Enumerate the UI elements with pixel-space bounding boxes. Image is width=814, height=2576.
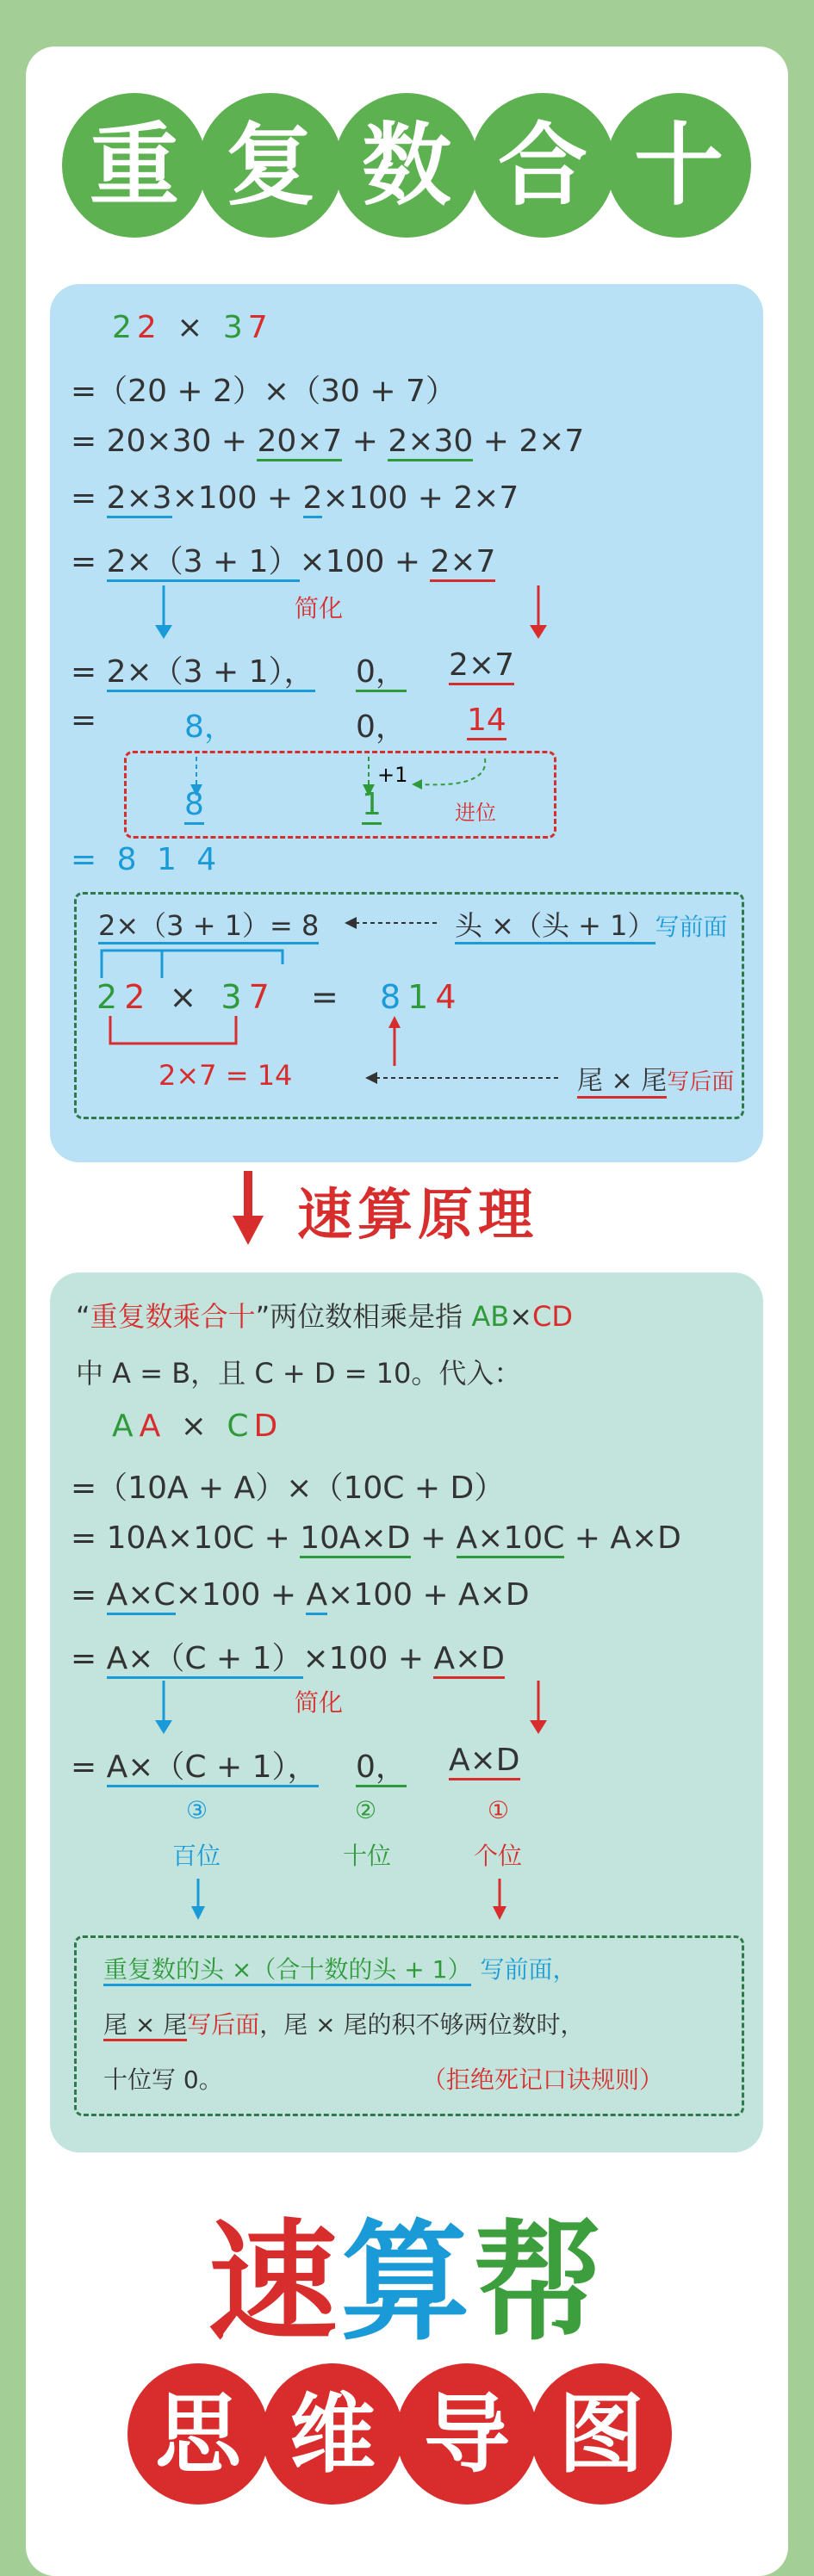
down-arrow-icon — [231, 1171, 265, 1248]
title-row — [62, 93, 751, 257]
box-equation: 2×（3 + 1）= 8 — [98, 904, 319, 944]
rule-line-1: 重复数的头 ×（合十数的头 + 1） 写前面， — [103, 1951, 576, 1985]
mindmap-title-row — [127, 2363, 730, 2518]
example-line-5: = 2×（3 + 1）×100 + 2×7 — [71, 537, 495, 581]
rule-line-3: 十位写 0。 — [103, 2065, 223, 2094]
example-tail: 2×7 — [449, 647, 514, 683]
principle-line-5: = A×（C + 1）×100 + A×D — [71, 1634, 505, 1678]
carry-label: 进位 — [455, 801, 496, 825]
hundreds-number: ③ — [186, 1796, 208, 1824]
title-char: 十 — [606, 93, 751, 238]
tens-label: 十位 — [343, 1842, 392, 1870]
rule-tail: 尾 × 尾写后面 — [577, 1059, 734, 1097]
brand-title: 速算帮 — [208, 2207, 606, 2358]
title-char: 合 — [470, 93, 615, 238]
place-arrows — [188, 1875, 532, 1927]
example-zero: 0， — [356, 647, 407, 691]
example-line-1: 22 × 37 — [112, 310, 273, 345]
example-result: = 8 1 4 — [71, 842, 222, 877]
principle-line-2: =（10A + A）×（10C + D） — [71, 1471, 506, 1506]
arrow-left-1 — [343, 913, 446, 938]
principle-zero: 0， — [356, 1743, 407, 1786]
simplify-label: 简化 — [295, 594, 344, 622]
mindmap-char: 图 — [531, 2363, 672, 2505]
example-line-6: = 2×（3 + 1）， — [71, 647, 315, 691]
title-char: 复 — [198, 93, 343, 238]
principle-simplify-label: 简化 — [295, 1688, 344, 1717]
example-digit-8: 8， — [184, 709, 235, 745]
mindmap-char: 思 — [127, 2363, 269, 2505]
mindmap-char: 维 — [262, 2363, 403, 2505]
principle-panel — [50, 1273, 763, 2152]
plus-one-label: +1 — [377, 763, 408, 787]
example-digit-0: 0， — [356, 709, 407, 745]
tens-number: ② — [355, 1796, 377, 1824]
example-line-3: = 20×30 + 20×7 + 2×30 + 2×7 — [71, 424, 584, 459]
principle-condition: 中 A = B，且 C + D = 10。代入： — [76, 1357, 522, 1390]
example-panel — [50, 284, 763, 1162]
principle-tail: A×D — [449, 1743, 520, 1778]
principle-line-6: = A×（C + 1）， — [71, 1743, 319, 1786]
simplify-arrows — [112, 582, 594, 642]
example-digit-14: 14 — [467, 703, 506, 738]
example-line-7: = — [71, 703, 97, 738]
hundreds-label: 百位 — [172, 1842, 221, 1870]
principle-line-1: AA × CD — [112, 1409, 283, 1444]
rule-note: （拒绝死记口诀规则） — [422, 2065, 664, 2094]
principle-simplify-arrows — [112, 1677, 594, 1737]
principle-line-3: = 10A×10C + 10A×D + A×10C + A×D — [71, 1520, 681, 1556]
principle-intro: “重复数乘合十”两位数相乘是指 AB×CD — [76, 1300, 573, 1333]
example-line-4: = 2×3×100 + 2×100 + 2×7 — [71, 480, 519, 516]
arrow-left-2 — [364, 1068, 570, 1093]
example-line-2: =（20 + 2）×（30 + 7） — [71, 374, 457, 409]
ones-number: ① — [488, 1796, 510, 1824]
mindmap-char: 导 — [396, 2363, 537, 2505]
title-char: 数 — [334, 93, 479, 238]
carry-1: 1 — [362, 787, 382, 822]
box-mult: 22 × 37 = 814 — [96, 978, 463, 1016]
principle-line-4: = A×C×100 + A×100 + A×D — [71, 1577, 530, 1613]
ones-label: 个位 — [474, 1842, 523, 1870]
principle-heading: 速算原理 — [297, 1183, 538, 1248]
rule-head: 头 ×（头 + 1）写前面 — [455, 904, 728, 944]
box-tail: 2×7 = 14 — [158, 1059, 293, 1092]
rule-line-2: 尾 × 尾写后面，尾 × 尾的积不够两位数时， — [103, 2006, 585, 2040]
carry-8: 8 — [184, 787, 204, 822]
title-char: 重 — [62, 93, 207, 238]
